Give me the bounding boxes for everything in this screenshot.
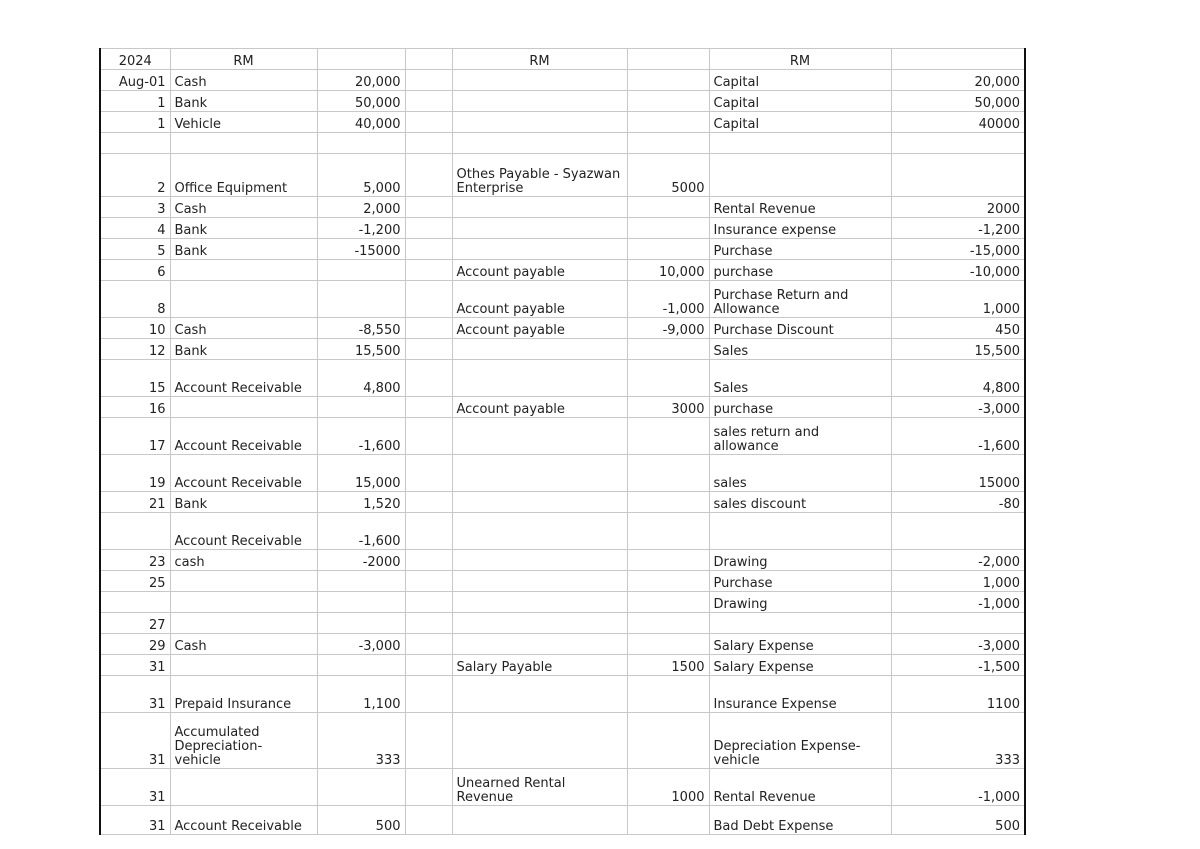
amount-cell[interactable]: -1,000: [891, 769, 1025, 806]
spacer-cell[interactable]: [405, 513, 452, 550]
table-row: [100, 571, 1025, 592]
account-cell[interactable]: Account payable: [452, 318, 627, 339]
amount-cell[interactable]: 333: [317, 713, 405, 769]
table-row: [100, 397, 1025, 418]
account-cell[interactable]: Depreciation Expense- vehicle: [709, 713, 891, 769]
date-cell[interactable]: 12: [100, 339, 170, 360]
account-cell[interactable]: [452, 418, 627, 455]
amount-cell[interactable]: [627, 676, 709, 713]
account-cell[interactable]: Account payable: [452, 397, 627, 418]
date-cell[interactable]: 6: [100, 260, 170, 281]
account-cell[interactable]: [709, 613, 891, 634]
account-cell[interactable]: Purchase: [709, 239, 891, 260]
account-cell[interactable]: [452, 513, 627, 550]
amount-cell[interactable]: -3,000: [891, 397, 1025, 418]
account-cell[interactable]: Rental Revenue: [709, 769, 891, 806]
account-cell[interactable]: [452, 455, 627, 492]
amount-cell[interactable]: [627, 133, 709, 154]
account-cell[interactable]: Purchase: [709, 571, 891, 592]
table-row: [100, 218, 1025, 239]
amount-cell[interactable]: 15,500: [317, 339, 405, 360]
account-cell[interactable]: Purchase Return and Allowance: [709, 281, 891, 318]
account-cell[interactable]: [452, 197, 627, 218]
account-cell[interactable]: [452, 239, 627, 260]
amount-cell[interactable]: -80: [891, 492, 1025, 513]
spacer-cell[interactable]: [405, 613, 452, 634]
spacer-cell[interactable]: [405, 260, 452, 281]
table-row: [100, 133, 1025, 154]
amount-cell[interactable]: 50,000: [891, 91, 1025, 112]
amount-cell[interactable]: [317, 655, 405, 676]
amount-cell[interactable]: [627, 112, 709, 133]
table-row: [100, 492, 1025, 513]
account-cell[interactable]: [170, 769, 317, 806]
date-cell[interactable]: 31: [100, 806, 170, 835]
spacer-cell[interactable]: [405, 592, 452, 613]
account-cell[interactable]: [452, 70, 627, 91]
spacer-cell[interactable]: [405, 397, 452, 418]
amount-cell[interactable]: 500: [317, 806, 405, 835]
amount-cell[interactable]: -1,600: [891, 418, 1025, 455]
amount-cell[interactable]: [627, 91, 709, 112]
amount-cell[interactable]: -10,000: [891, 260, 1025, 281]
amount-cell[interactable]: [317, 133, 405, 154]
amount-cell[interactable]: 15000: [891, 455, 1025, 492]
account-cell[interactable]: [452, 133, 627, 154]
date-cell[interactable]: 15: [100, 360, 170, 397]
account-cell[interactable]: [452, 613, 627, 634]
account-cell[interactable]: sales return and allowance: [709, 418, 891, 455]
account-cell[interactable]: Salary Expense: [709, 634, 891, 655]
spacer-cell[interactable]: [405, 360, 452, 397]
table-row: [100, 676, 1025, 713]
account-cell[interactable]: Bank: [170, 339, 317, 360]
date-cell[interactable]: 27: [100, 613, 170, 634]
spacer-cell[interactable]: [405, 112, 452, 133]
amount-cell[interactable]: -2000: [317, 550, 405, 571]
account-cell[interactable]: Capital: [709, 112, 891, 133]
amount-cell[interactable]: [627, 360, 709, 397]
amount-cell[interactable]: [627, 806, 709, 835]
account-cell[interactable]: [452, 91, 627, 112]
amount-cell[interactable]: -1,000: [891, 592, 1025, 613]
spreadsheet: [99, 48, 1026, 835]
account-cell[interactable]: [170, 613, 317, 634]
amount-cell[interactable]: 1100: [891, 676, 1025, 713]
table-row: [100, 318, 1025, 339]
account-cell[interactable]: [452, 713, 627, 769]
amount-cell[interactable]: -1,000: [627, 281, 709, 318]
spacer-cell[interactable]: [405, 806, 452, 835]
date-cell[interactable]: 29: [100, 634, 170, 655]
account-cell[interactable]: [452, 339, 627, 360]
account-cell[interactable]: Cash: [170, 318, 317, 339]
table-row: [100, 91, 1025, 112]
date-cell[interactable]: [100, 592, 170, 613]
account-cell[interactable]: [170, 655, 317, 676]
amount-cell[interactable]: 2,000: [317, 197, 405, 218]
table-row: [100, 239, 1025, 260]
date-cell[interactable]: 10: [100, 318, 170, 339]
amount-cell[interactable]: -1,200: [891, 218, 1025, 239]
account-cell[interactable]: Prepaid Insurance: [170, 676, 317, 713]
table-row: [100, 112, 1025, 133]
empty-header-cell[interactable]: [891, 49, 1025, 70]
table-row: [100, 613, 1025, 634]
date-cell[interactable]: 31: [100, 676, 170, 713]
date-cell[interactable]: 1: [100, 91, 170, 112]
amount-cell[interactable]: [627, 592, 709, 613]
table-row: [100, 655, 1025, 676]
account-cell[interactable]: Account payable: [452, 260, 627, 281]
amount-cell[interactable]: 15,000: [317, 455, 405, 492]
spacer-cell[interactable]: [405, 133, 452, 154]
account-cell[interactable]: Othes Payable - Syazwan Enterprise: [452, 154, 627, 197]
date-cell[interactable]: [100, 513, 170, 550]
amount-cell[interactable]: [627, 492, 709, 513]
account-cell[interactable]: [452, 676, 627, 713]
amount-cell[interactable]: [627, 197, 709, 218]
amount-cell[interactable]: -1,600: [317, 513, 405, 550]
amount-cell[interactable]: 4,800: [891, 360, 1025, 397]
amount-cell[interactable]: -8,550: [317, 318, 405, 339]
account-cell[interactable]: Capital: [709, 70, 891, 91]
date-cell[interactable]: 23: [100, 550, 170, 571]
amount-cell[interactable]: 5000: [627, 154, 709, 197]
spacer-cell[interactable]: [405, 281, 452, 318]
amount-cell[interactable]: 1000: [627, 769, 709, 806]
account-cell[interactable]: Unearned Rental Revenue: [452, 769, 627, 806]
spacer-cell[interactable]: [405, 655, 452, 676]
amount-cell[interactable]: [627, 418, 709, 455]
amount-cell[interactable]: -9,000: [627, 318, 709, 339]
account-cell[interactable]: [170, 592, 317, 613]
date-cell[interactable]: 25: [100, 571, 170, 592]
amount-cell[interactable]: [627, 713, 709, 769]
amount-cell[interactable]: 40,000: [317, 112, 405, 133]
table-row: [100, 360, 1025, 397]
amount-cell[interactable]: [627, 339, 709, 360]
date-cell[interactable]: 2: [100, 154, 170, 197]
account-cell[interactable]: Insurance expense: [709, 218, 891, 239]
spacer-cell[interactable]: [405, 713, 452, 769]
amount-cell[interactable]: [317, 281, 405, 318]
transaction-table: [99, 48, 1026, 835]
amount-cell[interactable]: 20,000: [891, 70, 1025, 91]
amount-cell[interactable]: [627, 70, 709, 91]
account-cell[interactable]: Bank: [170, 218, 317, 239]
spacer-cell[interactable]: [405, 154, 452, 197]
account-cell[interactable]: Cash: [170, 70, 317, 91]
date-cell[interactable]: 31: [100, 713, 170, 769]
amount-cell[interactable]: [891, 133, 1025, 154]
account-cell[interactable]: [452, 360, 627, 397]
date-cell[interactable]: 8: [100, 281, 170, 318]
spacer-cell[interactable]: [405, 91, 452, 112]
account-cell[interactable]: [452, 592, 627, 613]
amount-cell[interactable]: [317, 613, 405, 634]
table-row: [100, 197, 1025, 218]
spacer-cell[interactable]: [405, 218, 452, 239]
amount-cell[interactable]: [627, 239, 709, 260]
table-row: [100, 260, 1025, 281]
amount-cell[interactable]: 40000: [891, 112, 1025, 133]
amount-cell[interactable]: -3,000: [891, 634, 1025, 655]
amount-cell[interactable]: -3,000: [317, 634, 405, 655]
amount-cell[interactable]: -1,600: [317, 418, 405, 455]
amount-cell[interactable]: [317, 571, 405, 592]
header-row: [100, 49, 1025, 70]
spacer-cell[interactable]: [405, 239, 452, 260]
rm-header[interactable]: RM: [709, 49, 891, 70]
amount-cell[interactable]: [627, 513, 709, 550]
account-cell[interactable]: Salary Expense: [709, 655, 891, 676]
account-cell[interactable]: [709, 513, 891, 550]
date-cell[interactable]: 16: [100, 397, 170, 418]
amount-cell[interactable]: 333: [891, 713, 1025, 769]
account-cell[interactable]: [452, 550, 627, 571]
amount-cell[interactable]: 450: [891, 318, 1025, 339]
account-cell[interactable]: Drawing: [709, 550, 891, 571]
account-cell[interactable]: Vehicle: [170, 112, 317, 133]
amount-cell[interactable]: 3000: [627, 397, 709, 418]
account-cell[interactable]: Account Receivable: [170, 513, 317, 550]
amount-cell[interactable]: [627, 218, 709, 239]
account-cell[interactable]: [170, 571, 317, 592]
account-cell[interactable]: Account Receivable: [170, 455, 317, 492]
account-cell[interactable]: [452, 806, 627, 835]
account-cell[interactable]: [709, 133, 891, 154]
amount-cell[interactable]: 50,000: [317, 91, 405, 112]
amount-cell[interactable]: 500: [891, 806, 1025, 835]
empty-header-cell[interactable]: [405, 49, 452, 70]
empty-header-cell[interactable]: [317, 49, 405, 70]
table-row: [100, 418, 1025, 455]
account-cell[interactable]: Rental Revenue: [709, 197, 891, 218]
account-cell[interactable]: [452, 634, 627, 655]
amount-cell[interactable]: [891, 613, 1025, 634]
date-cell[interactable]: 21: [100, 492, 170, 513]
account-cell[interactable]: Purchase Discount: [709, 318, 891, 339]
spacer-cell[interactable]: [405, 197, 452, 218]
spacer-cell[interactable]: [405, 339, 452, 360]
spacer-cell[interactable]: [405, 571, 452, 592]
account-cell[interactable]: Insurance Expense: [709, 676, 891, 713]
amount-cell[interactable]: 1500: [627, 655, 709, 676]
account-cell[interactable]: [452, 112, 627, 133]
amount-cell[interactable]: 1,520: [317, 492, 405, 513]
empty-header-cell[interactable]: [627, 49, 709, 70]
amount-cell[interactable]: -15000: [317, 239, 405, 260]
amount-cell[interactable]: [317, 397, 405, 418]
account-cell[interactable]: [709, 154, 891, 197]
account-cell[interactable]: Account payable: [452, 281, 627, 318]
account-cell[interactable]: [452, 218, 627, 239]
table-row: [100, 550, 1025, 571]
account-cell[interactable]: Account Receivable: [170, 418, 317, 455]
amount-cell[interactable]: [627, 613, 709, 634]
account-cell[interactable]: Bank: [170, 239, 317, 260]
amount-cell[interactable]: [891, 513, 1025, 550]
date-cell[interactable]: 5: [100, 239, 170, 260]
spacer-cell[interactable]: [405, 318, 452, 339]
amount-cell[interactable]: [627, 571, 709, 592]
amount-cell[interactable]: 1,000: [891, 571, 1025, 592]
spacer-cell[interactable]: [405, 492, 452, 513]
amount-cell[interactable]: [627, 550, 709, 571]
account-cell[interactable]: purchase: [709, 260, 891, 281]
account-cell[interactable]: Bank: [170, 91, 317, 112]
spacer-cell[interactable]: [405, 70, 452, 91]
amount-cell[interactable]: [317, 260, 405, 281]
account-cell[interactable]: [170, 397, 317, 418]
amount-cell[interactable]: 2000: [891, 197, 1025, 218]
account-cell[interactable]: Bad Debt Expense: [709, 806, 891, 835]
date-cell[interactable]: Aug-01: [100, 70, 170, 91]
amount-cell[interactable]: 1,100: [317, 676, 405, 713]
table-row: [100, 592, 1025, 613]
date-cell[interactable]: 31: [100, 655, 170, 676]
rm-header[interactable]: RM: [170, 49, 317, 70]
date-cell[interactable]: [100, 133, 170, 154]
account-cell[interactable]: Account Receivable: [170, 806, 317, 835]
rm-header[interactable]: RM: [452, 49, 627, 70]
table-row: [100, 713, 1025, 769]
amount-cell[interactable]: [317, 592, 405, 613]
account-cell[interactable]: Bank: [170, 492, 317, 513]
account-cell[interactable]: [170, 260, 317, 281]
account-cell[interactable]: Accumulated Depreciation- vehicle: [170, 713, 317, 769]
amount-cell[interactable]: [627, 634, 709, 655]
table-row: [100, 634, 1025, 655]
amount-cell[interactable]: 1,000: [891, 281, 1025, 318]
amount-cell[interactable]: [891, 154, 1025, 197]
account-cell[interactable]: Cash: [170, 197, 317, 218]
year-header[interactable]: 2024: [100, 49, 170, 70]
amount-cell[interactable]: -2,000: [891, 550, 1025, 571]
account-cell[interactable]: [452, 571, 627, 592]
date-cell[interactable]: 17: [100, 418, 170, 455]
account-cell[interactable]: Drawing: [709, 592, 891, 613]
account-cell[interactable]: [170, 133, 317, 154]
amount-cell[interactable]: 15,500: [891, 339, 1025, 360]
table-row: [100, 806, 1025, 835]
spacer-cell[interactable]: [405, 634, 452, 655]
spacer-cell[interactable]: [405, 455, 452, 492]
account-cell[interactable]: sales discount: [709, 492, 891, 513]
date-cell[interactable]: 31: [100, 769, 170, 806]
account-cell[interactable]: cash: [170, 550, 317, 571]
table-row: [100, 769, 1025, 806]
amount-cell[interactable]: 5,000: [317, 154, 405, 197]
date-cell[interactable]: 1: [100, 112, 170, 133]
table-row: [100, 281, 1025, 318]
amount-cell[interactable]: 4,800: [317, 360, 405, 397]
date-cell[interactable]: 3: [100, 197, 170, 218]
spacer-cell[interactable]: [405, 769, 452, 806]
spacer-cell[interactable]: [405, 676, 452, 713]
account-cell[interactable]: sales: [709, 455, 891, 492]
date-cell[interactable]: 19: [100, 455, 170, 492]
spacer-cell[interactable]: [405, 550, 452, 571]
account-cell[interactable]: [170, 281, 317, 318]
account-cell[interactable]: Sales: [709, 360, 891, 397]
table-row: [100, 455, 1025, 492]
account-cell[interactable]: Capital: [709, 91, 891, 112]
account-cell[interactable]: Cash: [170, 634, 317, 655]
table-row: [100, 513, 1025, 550]
spacer-cell[interactable]: [405, 418, 452, 455]
account-cell[interactable]: Office Equipment: [170, 154, 317, 197]
account-cell[interactable]: [452, 492, 627, 513]
amount-cell[interactable]: [317, 769, 405, 806]
amount-cell[interactable]: -1,500: [891, 655, 1025, 676]
account-cell[interactable]: purchase: [709, 397, 891, 418]
amount-cell[interactable]: 10,000: [627, 260, 709, 281]
amount-cell[interactable]: [627, 455, 709, 492]
table-row: [100, 154, 1025, 197]
table-row: [100, 70, 1025, 91]
account-cell[interactable]: Sales: [709, 339, 891, 360]
amount-cell[interactable]: -15,000: [891, 239, 1025, 260]
account-cell[interactable]: Account Receivable: [170, 360, 317, 397]
amount-cell[interactable]: -1,200: [317, 218, 405, 239]
account-cell[interactable]: Salary Payable: [452, 655, 627, 676]
amount-cell[interactable]: 20,000: [317, 70, 405, 91]
table-row: [100, 339, 1025, 360]
date-cell[interactable]: 4: [100, 218, 170, 239]
